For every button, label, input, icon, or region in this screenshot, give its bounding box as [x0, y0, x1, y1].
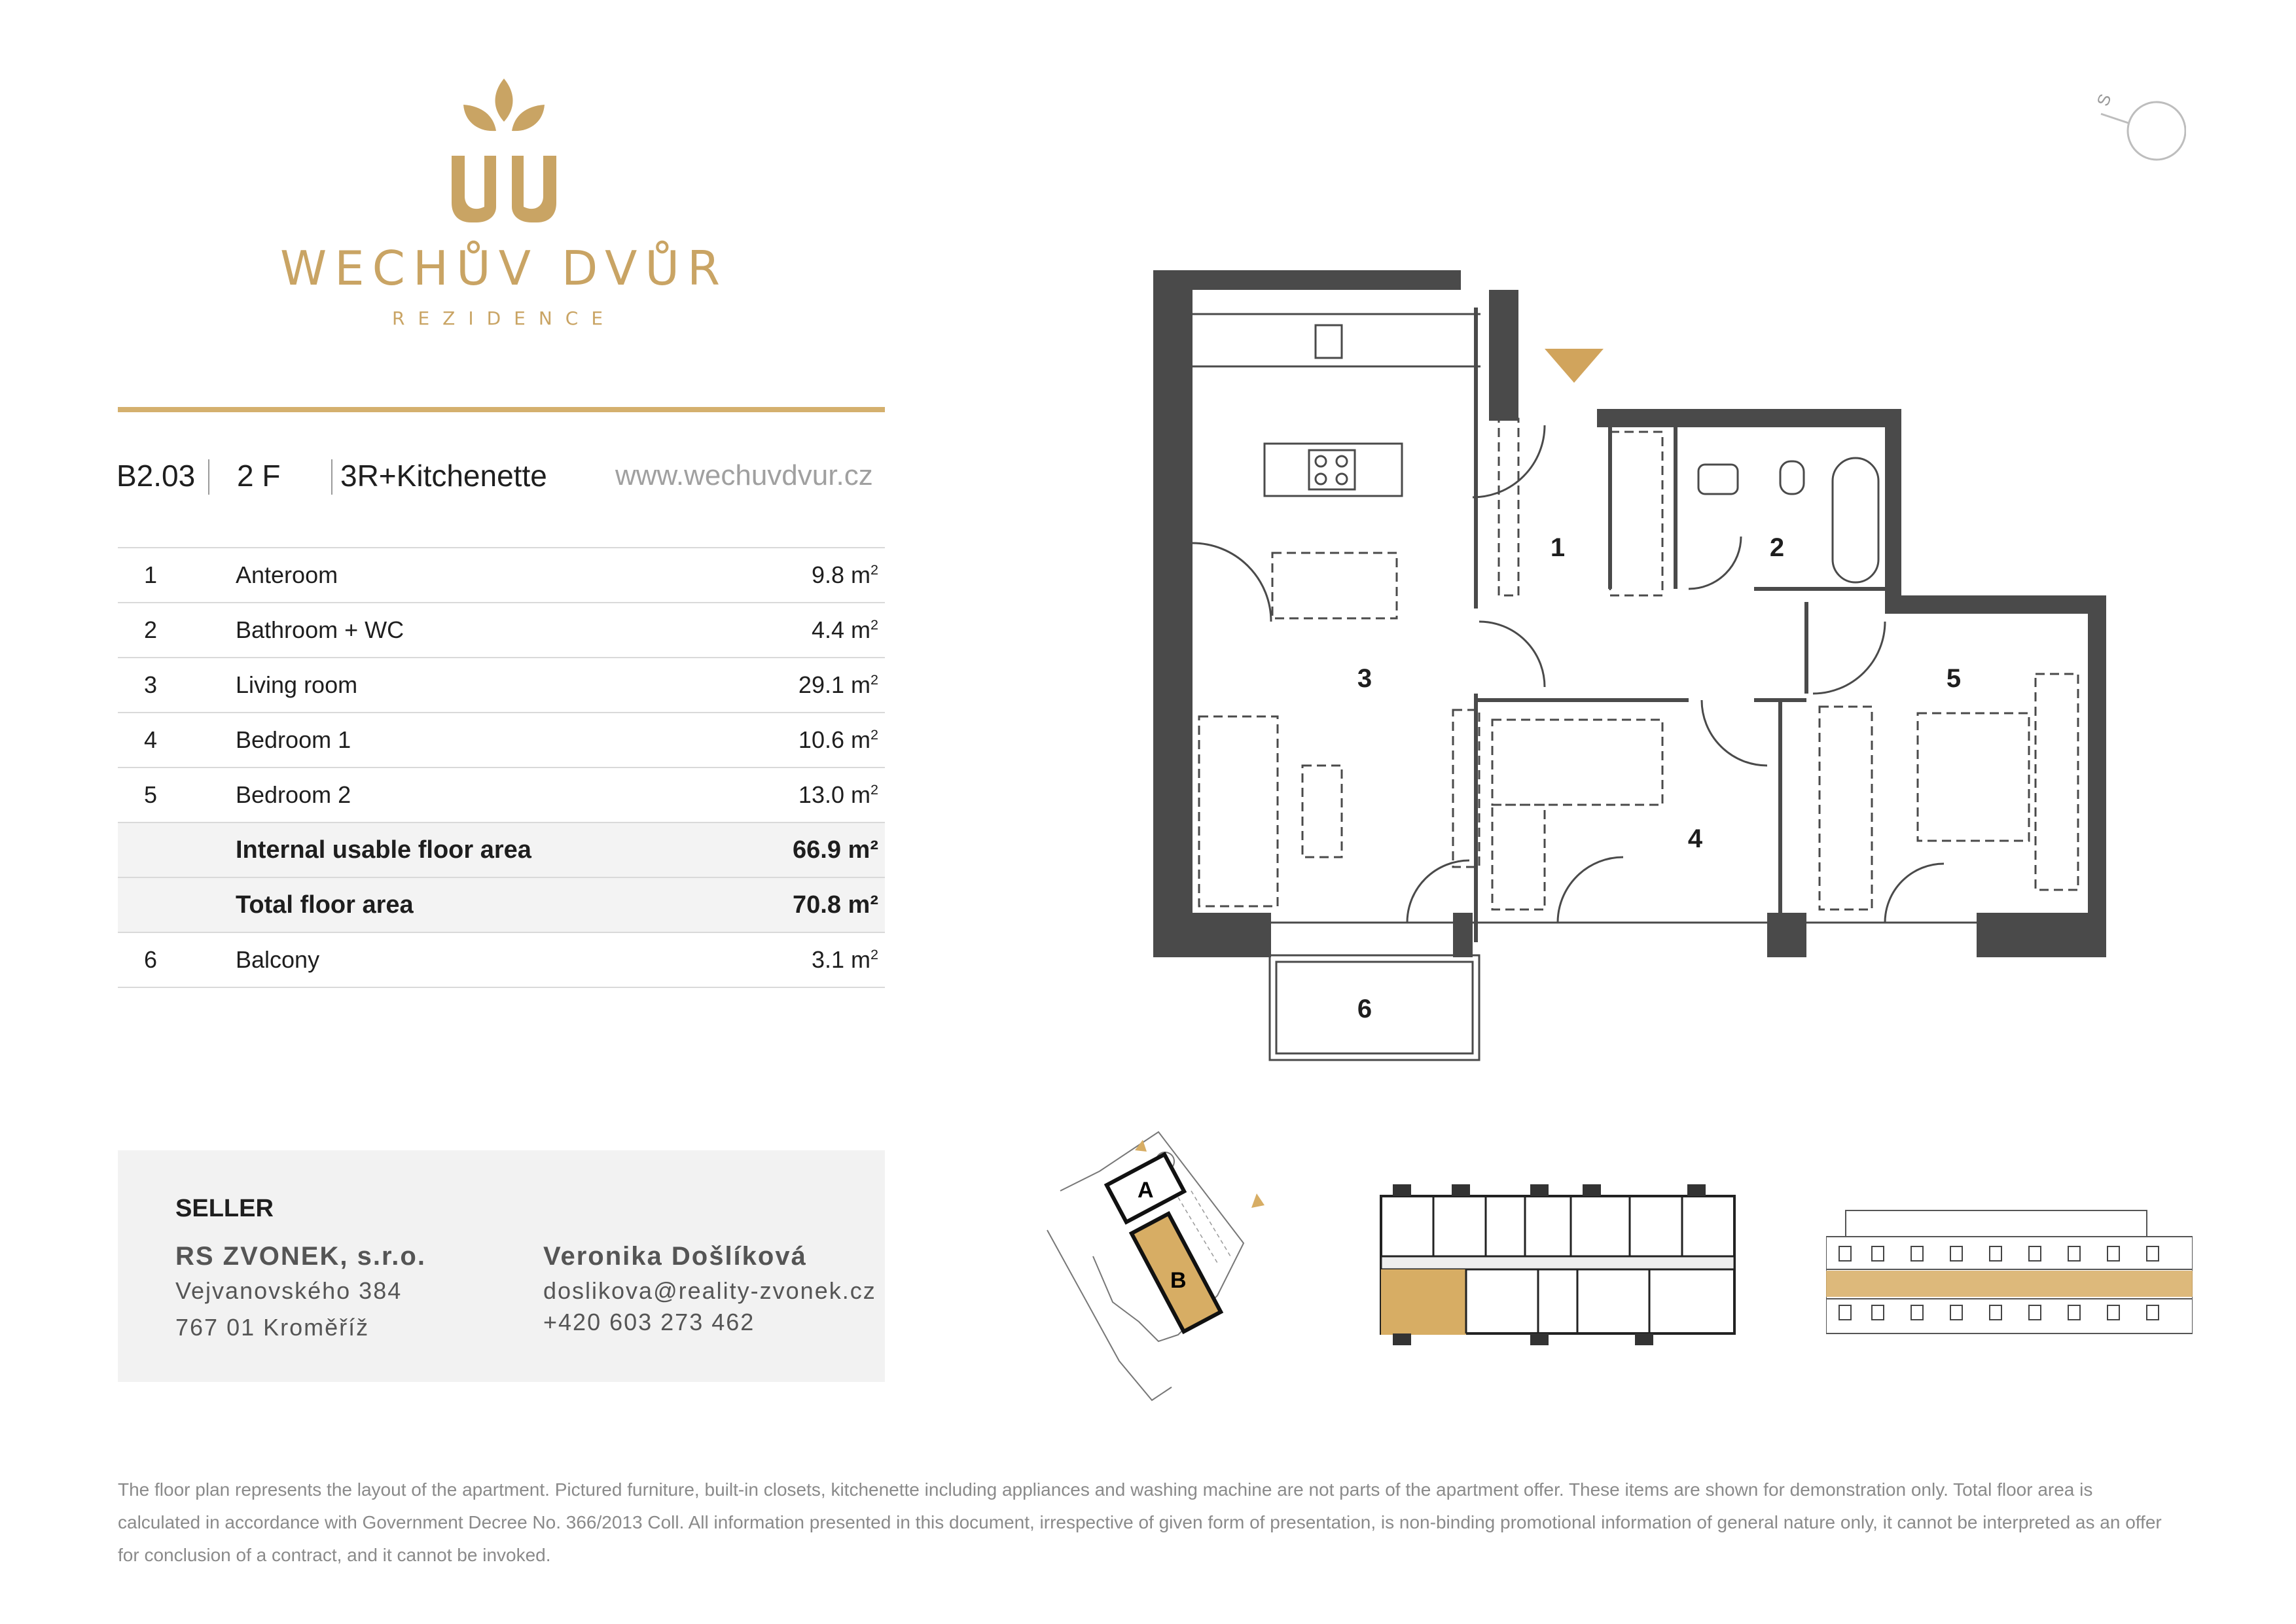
room-label: 2 — [1769, 533, 1785, 562]
arrow-icon — [1251, 1193, 1265, 1208]
header-separator — [208, 459, 209, 495]
building-b-label: B — [1170, 1268, 1187, 1293]
site-plan-map — [1021, 1125, 1309, 1413]
total-area: 66.9 m² — [730, 822, 885, 877]
room-area: 9.8 $m^2$ — [730, 548, 885, 603]
agent-email[interactable]: doslikova@reality-zvonek.cz — [543, 1277, 876, 1304]
room-label: 1 — [1550, 533, 1566, 562]
brand-logo-icon — [445, 79, 563, 222]
apartment-floor-plan — [1139, 262, 2108, 1073]
room-area: 4.4 $m^2$ — [730, 603, 885, 658]
room-number: 5 — [118, 768, 236, 822]
room-name: Bedroom 2 — [236, 768, 730, 822]
table-row — [118, 548, 885, 603]
brand-subtitle: REZIDENCE — [391, 308, 617, 329]
room-area: 10.6 $m^2$ — [730, 713, 885, 768]
highlighted-floor — [1826, 1271, 2193, 1297]
building-a-label: A — [1138, 1178, 1154, 1203]
agent-phone[interactable]: +420 603 273 462 — [543, 1309, 755, 1335]
agent-name: Veronika Došlíková — [543, 1242, 807, 1271]
table-row — [118, 822, 885, 877]
room-area: 3.1 $m^2$ — [730, 932, 885, 987]
compass-icon — [2088, 85, 2186, 170]
highlighted-unit — [1381, 1269, 1466, 1335]
room-area: 29.1 $m^2$ — [730, 658, 885, 713]
table-row — [118, 713, 885, 768]
seller-city: 767 01 Kroměříž — [175, 1314, 370, 1341]
unit-code: B2.03 — [117, 459, 196, 493]
table-row — [118, 658, 885, 713]
seller-street: Vejvanovského 384 — [175, 1277, 403, 1304]
floor-label: 2 F — [237, 459, 281, 493]
total-label: Internal usable floor area — [236, 822, 730, 877]
table-row — [118, 877, 885, 932]
room-number: 6 — [118, 932, 236, 987]
room-name: Balcony — [236, 932, 730, 987]
layout-type: 3R+Kitchenette — [340, 459, 547, 493]
table-row — [118, 603, 885, 658]
entrance-arrow-icon — [1545, 349, 1604, 383]
room-name: Bathroom + WC — [236, 603, 730, 658]
floor-key-plan — [1374, 1178, 1741, 1348]
total-label: Total floor area — [236, 877, 730, 932]
room-label: 4 — [1687, 824, 1703, 853]
website-link[interactable]: www.wechuvdvur.cz — [615, 459, 873, 491]
room-label: 6 — [1357, 995, 1372, 1023]
room-name: Anteroom — [236, 548, 730, 603]
room-area-table — [118, 547, 885, 988]
room-label: 3 — [1357, 664, 1372, 693]
room-number: 2 — [118, 603, 236, 658]
header-separator — [331, 459, 332, 495]
room-area: 13.0 $m^2$ — [730, 768, 885, 822]
room-number: 4 — [118, 713, 236, 768]
seller-heading: SELLER — [175, 1195, 274, 1222]
brand-name: WECHŮV DVŮR — [279, 241, 728, 296]
building-elevation — [1826, 1197, 2193, 1335]
seller-company: RS ZVONEK, s.r.o. — [175, 1242, 426, 1271]
table-row — [118, 768, 885, 822]
room-label: 5 — [1946, 664, 1962, 693]
compass-label: S — [2092, 91, 2115, 109]
room-number: 1 — [118, 548, 236, 603]
disclaimer-text: The floor plan represents the layout of the apartment. Pictured furniture, built-in closets, kitchenette including appliances and washing machine are not parts of the apartment offer. These items are shown for demonstration only. Total floor area is calculated in accordance with Government Decree No. 366/2013 Coll. All information presented in this document, irrespective of given form of presentation, is non-binding promotional information of general nature only, it cannot be interpreted as an offer for conclusion of a contract, and it cannot be invoked. — [118, 1479, 2162, 1565]
room-name: Living room — [236, 658, 730, 713]
total-area: 70.8 m² — [730, 877, 885, 932]
room-number: 3 — [118, 658, 236, 713]
table-row — [118, 932, 885, 987]
gold-divider — [118, 407, 885, 412]
room-name: Bedroom 1 — [236, 713, 730, 768]
